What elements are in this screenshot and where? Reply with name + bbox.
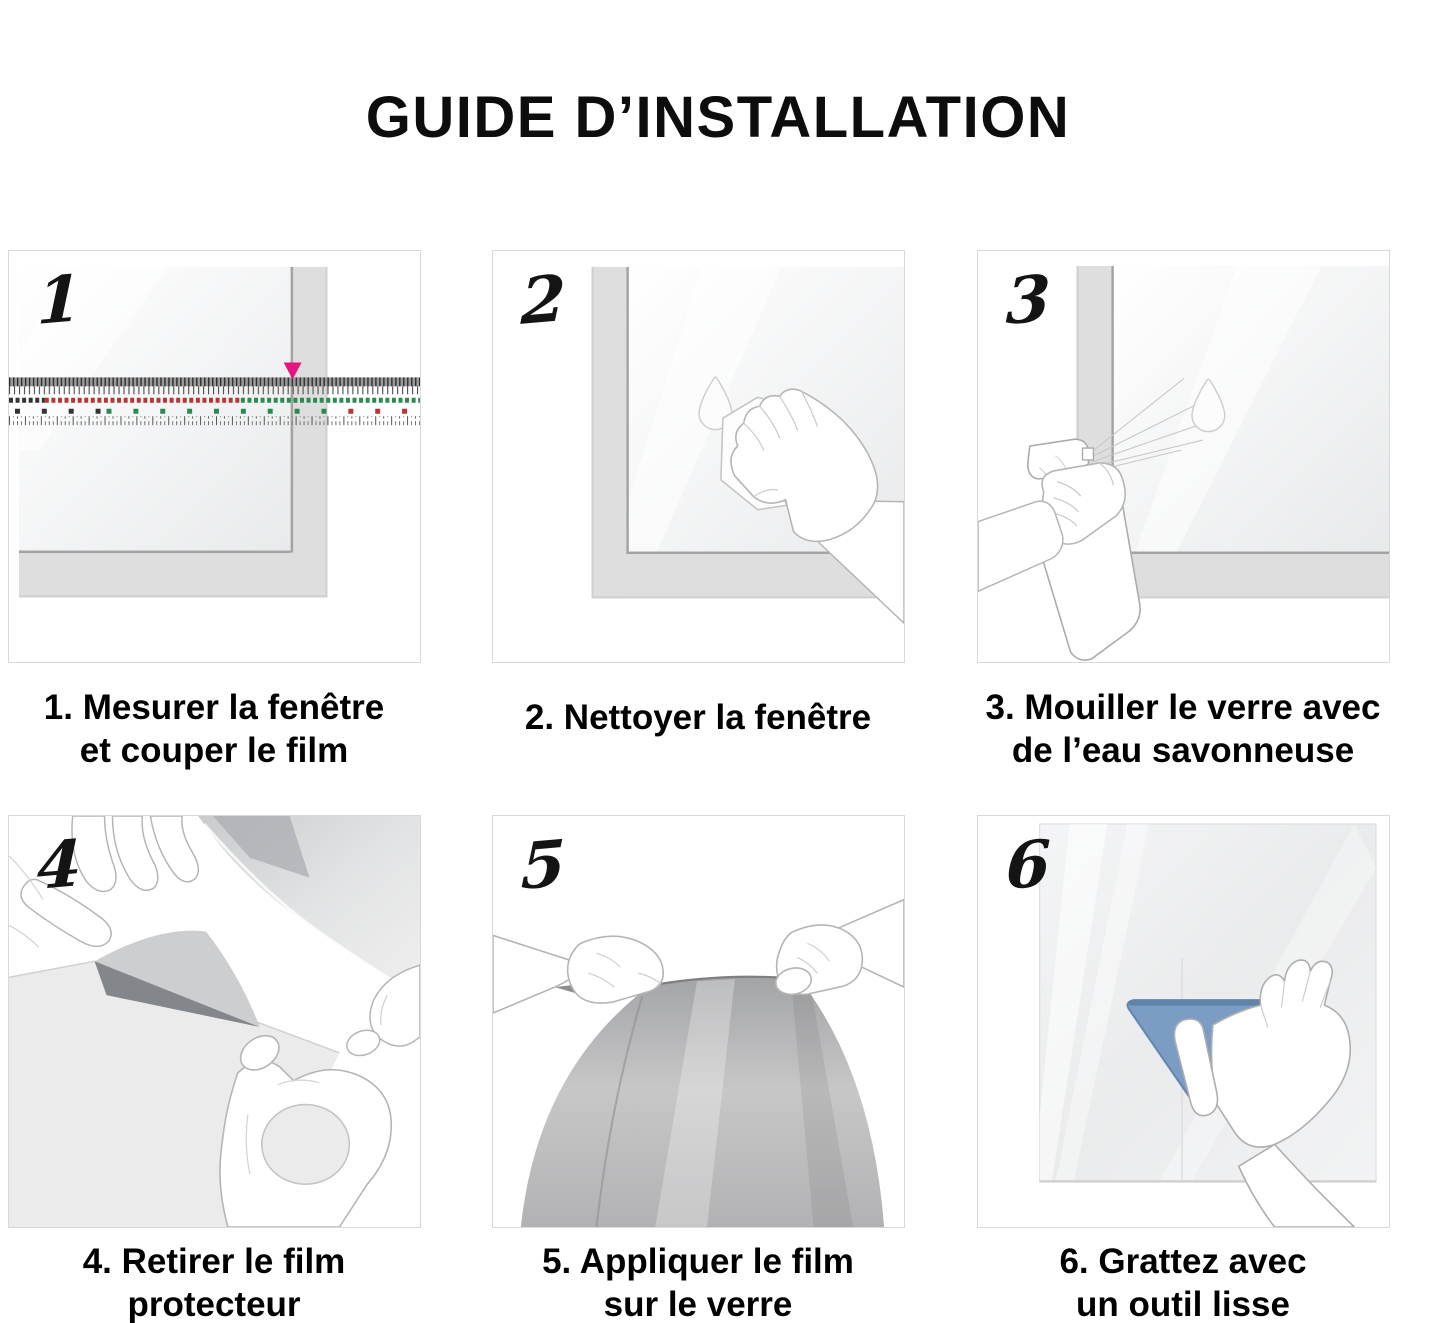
caption-line: 1. Mesurer la fenêtre <box>43 688 385 727</box>
step-4-panel <box>8 815 421 1228</box>
step-2-number: 2 <box>520 261 567 340</box>
step-6-number: 6 <box>1005 826 1052 905</box>
caption-line: 3. Mouiller le verre avec <box>985 688 1381 727</box>
caption-line: 5. Appliquer le film <box>542 1242 854 1281</box>
step-1-caption <box>0 686 457 773</box>
caption-line: 2. Nettoyer la fenêtre <box>524 698 872 737</box>
step-4-number: 4 <box>36 826 83 905</box>
step-6-caption <box>940 1240 1426 1323</box>
caption-line: protecteur <box>127 1285 301 1323</box>
step-5-panel <box>492 815 905 1228</box>
step-3-number: 3 <box>1005 261 1052 340</box>
spray-bottle-in-hand <box>978 439 1140 660</box>
step-1-number: 1 <box>36 261 83 340</box>
caption-line: de l’eau savonneuse <box>1011 731 1355 771</box>
caption-line: 6. Grattez avec <box>1059 1242 1307 1281</box>
right-hand <box>773 900 904 998</box>
step-3-panel <box>977 250 1390 663</box>
step-1-panel <box>8 250 421 663</box>
caption-line: et couper le film <box>79 731 349 771</box>
right-hand <box>343 965 420 1060</box>
page-title: GUIDE D’INSTALLATION <box>365 85 1071 150</box>
step-5-caption <box>455 1240 941 1323</box>
caption-line: un outil lisse <box>1076 1285 1290 1323</box>
caption-line: 4. Retirer le film <box>82 1242 346 1281</box>
step-4-caption <box>0 1240 457 1323</box>
step-2-panel <box>492 250 905 663</box>
step-3-caption <box>940 686 1426 773</box>
step-5-number: 5 <box>520 826 567 905</box>
step-2-caption <box>455 686 941 739</box>
spray-nozzle <box>1082 448 1093 460</box>
step-6-panel <box>977 815 1390 1228</box>
film-sheet <box>521 977 884 1227</box>
caption-line: sur le verre <box>603 1285 793 1323</box>
